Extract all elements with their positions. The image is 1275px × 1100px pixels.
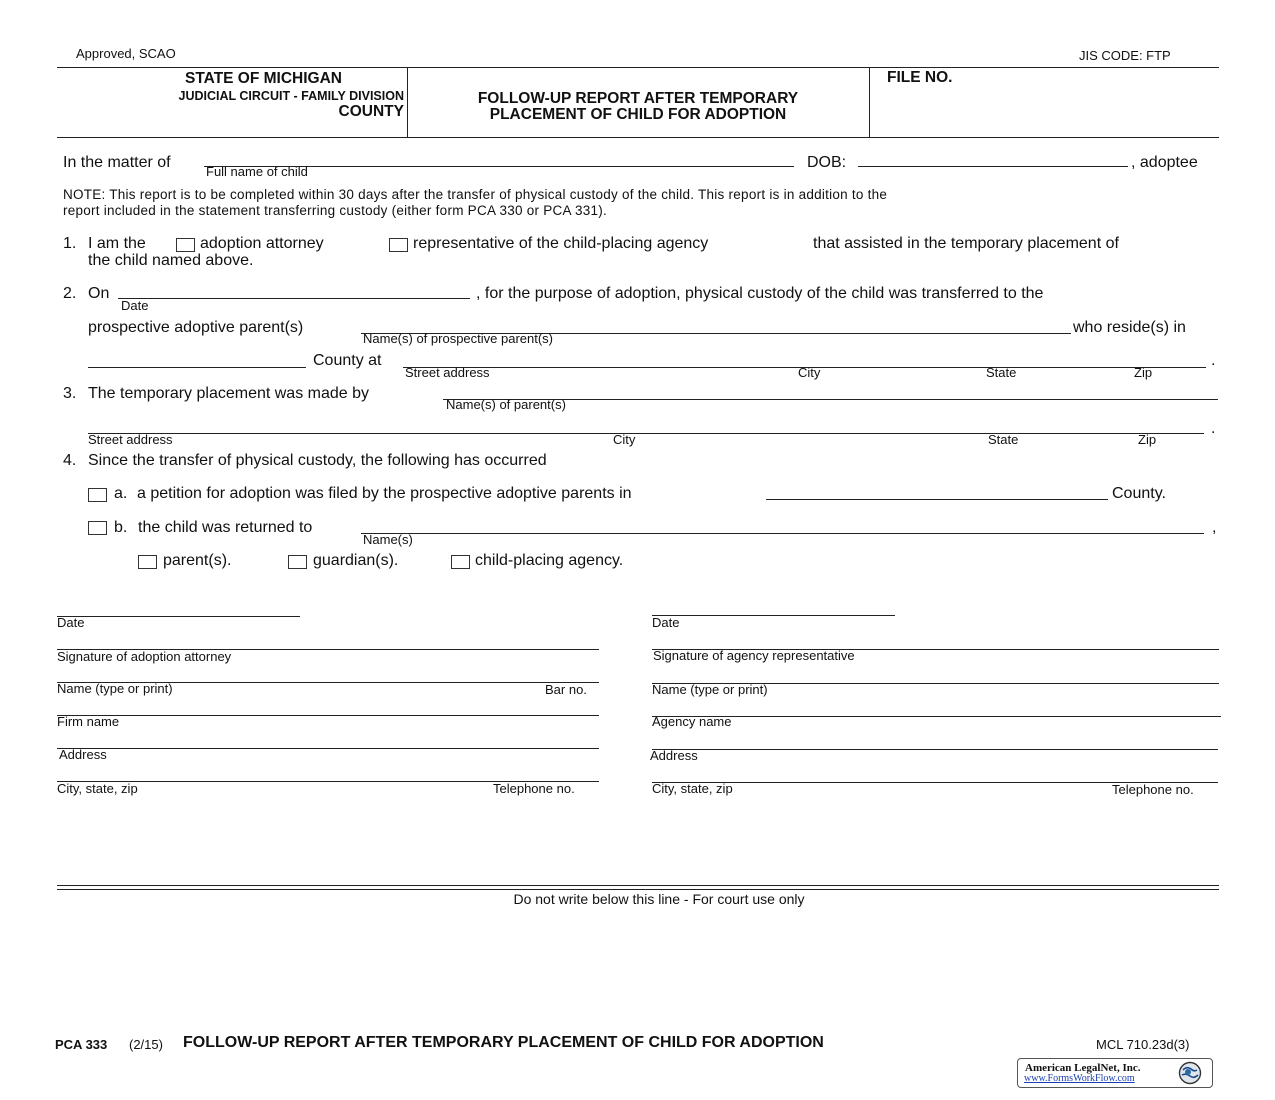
left-date-line [57, 616, 300, 617]
item4-number: 4. [63, 452, 77, 469]
left-address-field[interactable] [58, 730, 598, 747]
county-at-text: County at [313, 352, 382, 369]
header-divider-2 [869, 67, 870, 137]
note-line2: report included in the statement transferring custody (either form PCA 330 or PCA 331). [63, 203, 608, 218]
globe-logo-icon [1178, 1061, 1202, 1085]
item4a-county: County. [1112, 485, 1166, 502]
child-name-label: Full name of child [206, 164, 308, 179]
returned-to-field[interactable] [362, 515, 1202, 532]
placement-address-line [88, 433, 1204, 434]
right-city-field[interactable] [653, 764, 1217, 781]
right-signature-label: Signature of agency representative [653, 648, 855, 663]
reside-text: who reside(s) in [1073, 319, 1186, 336]
attorney-signature-field[interactable] [58, 631, 598, 648]
item1-tail: that assisted in the temporary placement of [813, 235, 1119, 252]
form-revision: (2/15) [129, 1037, 163, 1052]
file-no-label: FILE NO. [887, 69, 953, 86]
address-period: . [1211, 352, 1216, 369]
right-date-field[interactable] [653, 597, 893, 614]
prospective-parents-field[interactable] [362, 315, 1070, 332]
petition-county-field[interactable] [767, 481, 1107, 498]
parents-checkbox[interactable] [138, 555, 157, 569]
item1-number: 1. [63, 235, 77, 252]
dob-label: DOB: [807, 154, 847, 171]
footer-title: FOLLOW-UP REPORT AFTER TEMPORARY PLACEMENT OF CHILD FOR ADOPTION [183, 1034, 824, 1051]
placement-zip-label: Zip [1138, 432, 1157, 447]
returned-comma: , [1212, 519, 1217, 536]
right-phone-label: Telephone no. [1112, 782, 1194, 797]
circuit-label: JUDICIAL CIRCUIT - FAMILY DIVISION [178, 89, 404, 103]
agency-name-label: Agency name [652, 714, 732, 729]
mcl-citation: MCL 710.23d(3) [1096, 1037, 1190, 1052]
transfer-date-label: Date [121, 298, 149, 313]
placement-parents-label: Name(s) of parent(s) [446, 397, 566, 412]
agency-representative-checkbox[interactable] [389, 238, 408, 252]
attorney-name-field[interactable] [58, 664, 598, 681]
form-number: PCA 333 [55, 1037, 108, 1052]
adoption-attorney-checkbox[interactable] [176, 238, 195, 252]
firm-line [57, 715, 599, 716]
state-title: STATE OF MICHIGAN [185, 70, 342, 87]
court-use-text: Do not write below this line - For court use only [513, 891, 805, 907]
child-placing-agency-label: child-placing agency. [475, 552, 624, 569]
agency-representative-label: representative of the child-placing agency [413, 235, 709, 252]
left-date-label: Date [57, 615, 85, 630]
right-address-field[interactable] [653, 731, 1217, 748]
returned-to-line [361, 533, 1204, 534]
left-phone-label: Telephone no. [493, 781, 575, 796]
city-label: City [798, 365, 821, 380]
child-name-field[interactable] [205, 147, 793, 165]
agency-rep-name-field[interactable] [653, 665, 1218, 682]
petition-filed-checkbox[interactable] [88, 488, 107, 502]
dob-field[interactable] [860, 147, 1126, 165]
vendor-name: American LegalNet, Inc. [1025, 1062, 1141, 1074]
left-address-label: Address [59, 747, 107, 762]
vendor-url[interactable]: www.FormsWorkFlow.com [1024, 1073, 1135, 1084]
left-date-field[interactable] [58, 598, 298, 615]
left-address-line [57, 748, 599, 749]
transfer-date-field[interactable] [120, 280, 468, 297]
bar-no-label: Bar no. [545, 682, 587, 697]
item3-number: 3. [63, 385, 77, 402]
placement-street-label: Street address [88, 432, 173, 447]
child-returned-checkbox[interactable] [88, 521, 107, 535]
placement-city-label: City [613, 432, 636, 447]
item1-prefix: I am the [88, 235, 146, 252]
item4b-label: b. [114, 519, 128, 536]
agency-name-line [652, 716, 1221, 717]
vendor-badge [1017, 1058, 1213, 1088]
firm-name-field[interactable] [58, 697, 598, 714]
left-signature-label: Signature of adoption attorney [57, 649, 232, 664]
state-label: State [986, 365, 1017, 380]
note-line1: NOTE: This report is to be completed within 30 days after the transfer of physical custody of the child. This report is in addition to the [63, 187, 888, 202]
jis-code: JIS CODE: FTP [1079, 48, 1171, 63]
file-no-field[interactable] [890, 92, 1210, 132]
item2-text1: , for the purpose of adoption, physical custody of the child was transferred to the [476, 285, 1044, 302]
item1-line2: the child named above. [88, 252, 254, 269]
placement-address-period: . [1211, 420, 1216, 437]
court-use-rule-2 [57, 889, 1219, 890]
court-use-rule-1 [57, 885, 1219, 886]
county-line [88, 367, 306, 368]
item4b-text: the child was returned to [138, 519, 313, 536]
county-label: COUNTY [338, 103, 404, 120]
header-bottom-rule [57, 137, 1219, 138]
item4a-label: a. [114, 485, 128, 502]
prospective-label: prospective adoptive parent(s) [88, 319, 304, 336]
placement-parents-field[interactable] [444, 381, 1216, 398]
left-city-field[interactable] [58, 763, 598, 780]
street-address-label: Street address [405, 365, 490, 380]
approved-text: Approved, SCAO [76, 46, 176, 61]
parents-label: parent(s). [163, 552, 232, 569]
left-city-label: City, state, zip [57, 781, 138, 796]
placement-address-field[interactable] [89, 415, 1202, 432]
petition-county-line [766, 499, 1108, 500]
item2-number: 2. [63, 285, 77, 302]
matter-prefix: In the matter of [63, 154, 171, 171]
item3-text: The temporary placement was made by [88, 385, 370, 402]
item4-text: Since the transfer of physical custody, the following has occurred [88, 452, 547, 469]
prospective-parents-label: Name(s) of prospective parent(s) [363, 331, 554, 346]
guardians-label: guardian(s). [313, 552, 399, 569]
right-address-line [652, 749, 1218, 750]
returned-to-label: Name(s) [363, 532, 413, 547]
right-city-label: City, state, zip [652, 781, 733, 796]
right-name-label: Name (type or print) [652, 682, 768, 697]
right-date-line [652, 615, 895, 616]
zip-label: Zip [1134, 365, 1153, 380]
adoption-attorney-label: adoption attorney [200, 235, 324, 252]
item2-on: On [88, 285, 110, 302]
address-field[interactable] [404, 349, 1204, 366]
firm-label: Firm name [57, 714, 120, 729]
adoptee-suffix: , adoptee [1131, 154, 1198, 171]
form-title-line2: PLACEMENT OF CHILD FOR ADOPTION [489, 106, 787, 123]
dob-line [858, 166, 1128, 167]
county-field[interactable] [89, 349, 305, 366]
form-title-line1: FOLLOW-UP REPORT AFTER TEMPORARY [477, 90, 799, 107]
right-date-label: Date [652, 615, 680, 630]
agency-signature-field[interactable] [653, 631, 1218, 648]
transfer-date-line [118, 298, 470, 299]
left-name-label: Name (type or print) [57, 681, 173, 696]
header-top-rule [57, 67, 1219, 68]
child-placing-agency-checkbox[interactable] [451, 555, 470, 569]
guardians-checkbox[interactable] [288, 555, 307, 569]
agency-name-field[interactable] [653, 698, 1219, 715]
right-address-label: Address [650, 748, 698, 763]
placement-state-label: State [988, 432, 1019, 447]
item4a-text: a petition for adoption was filed by the prospective adoptive parents in [137, 485, 632, 502]
